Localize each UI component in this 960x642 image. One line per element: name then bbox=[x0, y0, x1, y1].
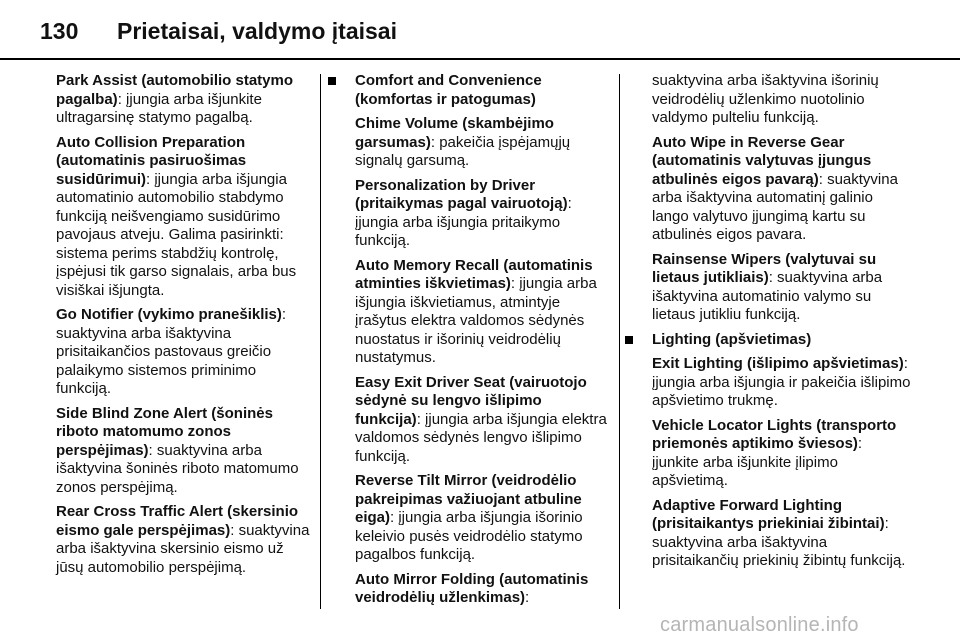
entry-desc: : suaktyvina arba išaktyvina automatinio valymo su lietaus jutikliu funkciją. bbox=[652, 269, 883, 323]
entry-side-blind-zone bbox=[56, 405, 312, 498]
entry-desc: : suaktyvina arba išaktyvina skersinio eismo už jūsų automobilio perspėjimą. bbox=[56, 521, 310, 576]
bullet-square-icon bbox=[328, 77, 336, 85]
entry-desc: : suaktyvina arba išaktyvina prisitaikančios pastovaus greičio palaikymo sistemos priminimo funkciją. bbox=[56, 306, 287, 397]
entry-term: Exit Lighting (išlipimo apšvietimas) bbox=[652, 355, 904, 372]
entry-desc: : įjungia arba išjungia ir pakeičia išlipimo apšvietimo trukmę. bbox=[652, 355, 911, 409]
entry-desc: : suaktyvina arba išaktyvina prisitaikančių priekinių žibintų funkciją. bbox=[652, 515, 906, 569]
entry-rainsense-wipers bbox=[652, 251, 912, 325]
entry-term: Adaptive Forward Lighting (prisitaikantys priekiniai žibintai) bbox=[652, 496, 885, 532]
entry-desc: : įjunkite arba išjunkite įlipimo apšvietimą. bbox=[652, 435, 863, 489]
entry-personalization bbox=[355, 177, 607, 251]
entry-term: Side Blind Zone Alert (šoninės riboto matomumo zonos perspėjimas) bbox=[56, 404, 273, 459]
column-2 bbox=[355, 72, 607, 614]
entry-term: Personalization by Driver (pritaikymas pagal vairuotoją) bbox=[355, 176, 568, 212]
chapter-title: Prietaisai, valdymo įtaisai bbox=[117, 18, 397, 44]
entry-term: Rear Cross Traffic Alert (skersinio eismo gale perspėjimas) bbox=[56, 503, 299, 539]
entry-term: Auto Mirror Folding (automatinis veidrodėlių užlenkimas) bbox=[355, 570, 589, 606]
entry-term: Easy Exit Driver Seat (vairuotojo sėdynė su lengvo išlipimo funkcija) bbox=[355, 373, 587, 428]
section-title: Comfort and Convenience (komfortas ir patogumas) bbox=[355, 72, 542, 108]
column-divider bbox=[320, 74, 321, 609]
entry-chime-volume bbox=[355, 115, 607, 171]
page-number: 130 bbox=[40, 18, 79, 44]
entry-reverse-tilt-mirror bbox=[355, 472, 607, 565]
header-rule bbox=[0, 58, 960, 60]
entry-term: Auto Collision Preparation (automatinis pasiruošimas susidūrimui) bbox=[56, 133, 247, 188]
entry-park-assist bbox=[56, 72, 312, 128]
entry-vehicle-locator-lights bbox=[652, 417, 912, 491]
entry-term: Vehicle Locator Lights (transporto priemonės aptikimo šviesos) bbox=[652, 416, 897, 452]
entry-term: Go Notifier (vykimo pranešiklis) bbox=[56, 306, 282, 323]
entry-desc: : įjungia arba išjungia automatinio automobilio stabdymo funkciją neišvengiamo susidūrimo pavojaus atveju. Galima pasirinkti: sistema perims stabdžių kontrolę, įspėjusi tik garso signalais, arba bus visiškai išjungta. bbox=[56, 170, 297, 299]
column-divider bbox=[619, 74, 620, 609]
entry-exit-lighting bbox=[652, 355, 912, 411]
watermark: carmanualsonline.info bbox=[660, 614, 859, 636]
entry-adaptive-forward-lighting bbox=[652, 497, 912, 571]
entry-desc: : įjungia arba išjungia elektra valdomos sėdynės lengvo išlipimo funkciją. bbox=[355, 410, 607, 465]
entry-desc: : įjungia arba išjungia iškvietiamus, atmintyje įrašytus elektra valdomos sėdynės nuostatus ir išorinių veidrodėlių nustatymus. bbox=[355, 275, 597, 366]
entry-desc: : įjungia arba išjungia pritaikymo funkciją. bbox=[355, 195, 572, 249]
entry-desc: : suaktyvina arba išaktyvina šoninės riboto matomumo zonos perspėjimą. bbox=[56, 441, 299, 496]
entry-auto-collision bbox=[56, 134, 312, 301]
section-heading-comfort bbox=[355, 72, 607, 109]
entry-go-notifier bbox=[56, 306, 312, 399]
entry-desc: : pakeičia įspėjamųjų signalų garsumą. bbox=[355, 133, 571, 169]
entry-term: Auto Memory Recall (automatinis atminties iškvietimas) bbox=[355, 256, 593, 292]
entry-auto-mirror-folding bbox=[355, 571, 607, 608]
column-1 bbox=[56, 72, 312, 583]
section-title: Lighting (apšvietimas) bbox=[652, 330, 812, 348]
entry-term: Auto Wipe in Reverse Gear (automatinis valytuvas įjungus atbulinės eigos pavarą) bbox=[652, 133, 872, 188]
entry-auto-wipe-reverse bbox=[652, 134, 912, 245]
entry-term: Park Assist (automobilio statymo pagalba) bbox=[56, 72, 293, 108]
entry-auto-memory-recall bbox=[355, 257, 607, 368]
entry-term: Reverse Tilt Mirror (veidrodėlio pakreipimas važiuojant atbuline eiga) bbox=[355, 472, 582, 526]
entry-desc: : įjungia arba išjunkite ultragarsinę statymo pagalbą. bbox=[56, 90, 262, 126]
entry-rear-cross-traffic bbox=[56, 503, 312, 577]
bullet-square-icon bbox=[625, 336, 633, 344]
column-3 bbox=[652, 72, 912, 577]
entry-term: Chime Volume (skambėjimo garsumas) bbox=[355, 115, 554, 151]
entry-easy-exit-seat bbox=[355, 374, 607, 467]
entry-desc: : suaktyvina arba išaktyvina automatinį galinio lango valytuvo įjungimą kartu su atbulinės eigos pavara. bbox=[652, 170, 898, 243]
section-heading-lighting bbox=[652, 331, 912, 350]
entry-term: Rainsense Wipers (valytuvai su lietaus jutikliais) bbox=[652, 250, 877, 286]
entry-desc: : bbox=[525, 589, 530, 606]
entry-continuation: suaktyvina arba išaktyvina išorinių veidrodėlių užlenkimo nuotolinio valdymo pulteliu funkciją. bbox=[652, 72, 879, 126]
entry-desc: : įjungia arba išjungia išorinio keleivio pusės veidrodėlio statymo pagalbos funkciją. bbox=[355, 509, 583, 563]
page-header bbox=[0, 0, 960, 60]
